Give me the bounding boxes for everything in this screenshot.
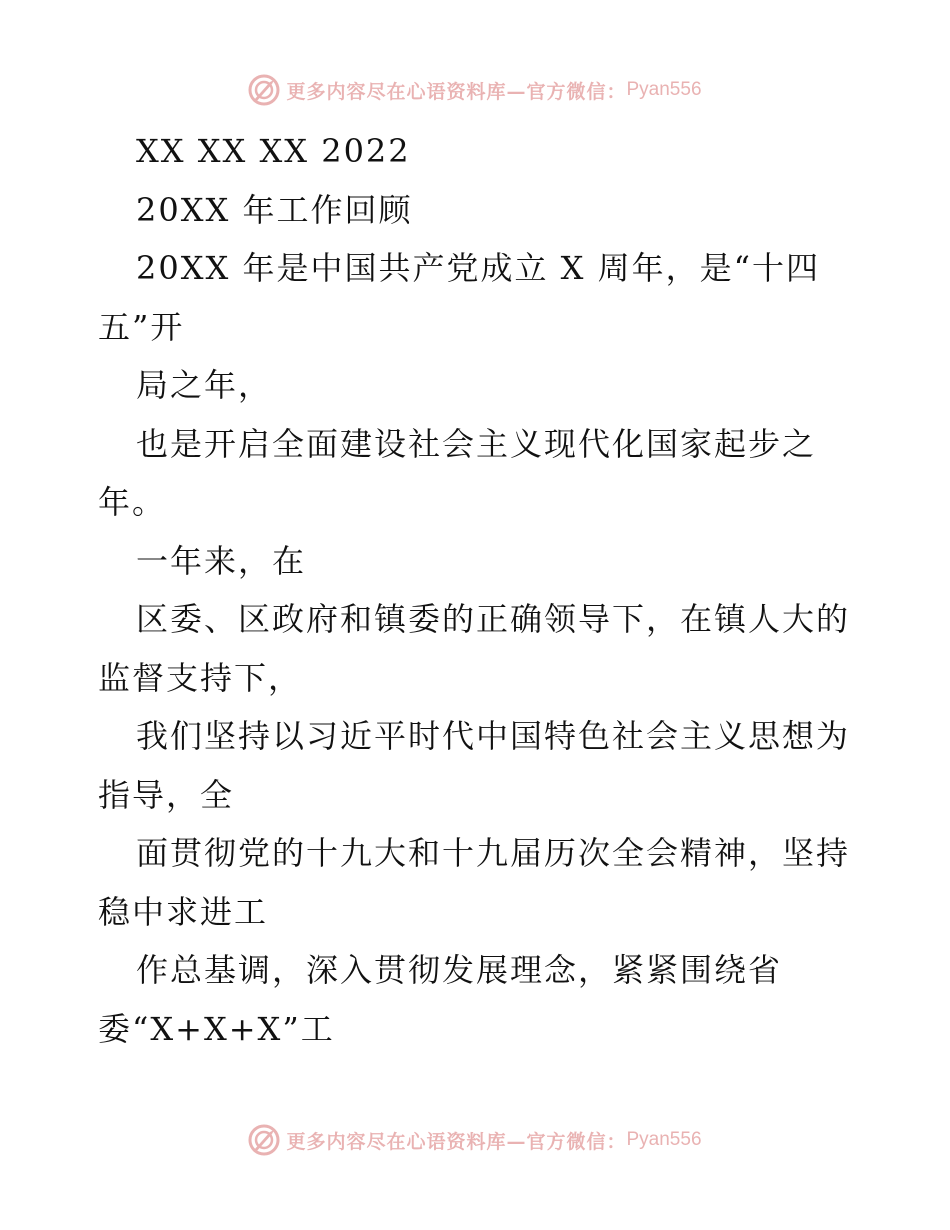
text-line: 指导，全 bbox=[98, 775, 235, 814]
text-line: XX XX XX 2022 bbox=[136, 132, 411, 170]
text-line: 作总基调，深入贯彻发展理念，紧紧围绕省 bbox=[136, 951, 783, 989]
footer-watermark bbox=[0, 1120, 950, 1160]
text-line: 我们坚持以习近平时代中国特色社会主义思想为 bbox=[136, 717, 851, 755]
pen-logo-icon bbox=[248, 74, 280, 106]
text-line: 五”开 bbox=[98, 307, 185, 346]
text-line: 监督支持下， bbox=[98, 658, 303, 697]
header-watermark bbox=[0, 70, 950, 110]
text-line: 20XX 年是中国共产党成立 X 周年，是“十四 bbox=[136, 249, 820, 287]
text-line: 区委、区政府和镇委的正确领导下，在镇人大的 bbox=[136, 600, 851, 638]
document-body bbox=[98, 122, 868, 1058]
watermark-wechat-id: Pyan556 bbox=[626, 79, 702, 100]
text-line: 委“X+X+X”工 bbox=[98, 1009, 335, 1048]
pen-logo-icon bbox=[248, 1124, 280, 1156]
text-line: 年。 bbox=[98, 483, 167, 521]
text-line: 局之年， bbox=[136, 366, 273, 404]
text-line: 稳中求进工 bbox=[98, 892, 269, 931]
text-line: 也是开启全面建设社会主义现代化国家起步之 bbox=[136, 424, 817, 463]
text-line: 面贯彻党的十九大和十九届历次全会精神，坚持 bbox=[136, 834, 851, 872]
watermark-text: 更多内容尽在心语资料库—官方微信： bbox=[286, 80, 627, 103]
watermark-wechat-id: Pyan556 bbox=[626, 1129, 702, 1150]
text-line: 一年来，在 bbox=[136, 541, 307, 580]
text-line: 20XX 年工作回顾 bbox=[136, 190, 413, 229]
watermark-text: 更多内容尽在心语资料库—官方微信： bbox=[286, 1130, 627, 1153]
